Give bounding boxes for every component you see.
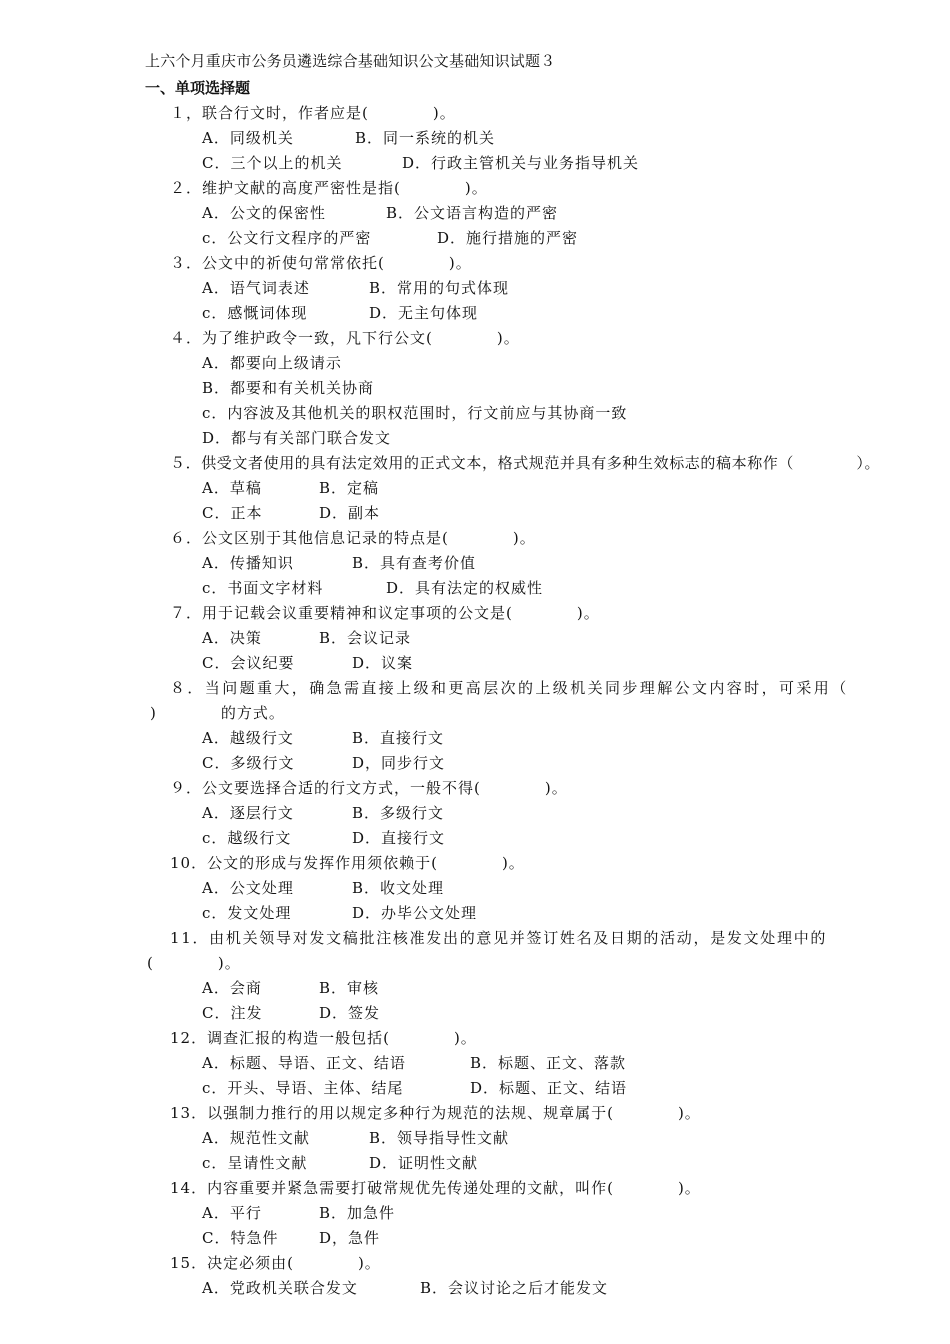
option: D．直接行文 xyxy=(352,829,446,847)
option: c．呈请性文献 xyxy=(202,1154,308,1172)
option: C．特急件 xyxy=(202,1229,279,1247)
question-stem: 10．公文的形成与发挥作用须依赖于( )。 xyxy=(170,854,525,872)
option: D．议案 xyxy=(352,654,414,672)
option: A．同级机关 xyxy=(202,129,294,147)
option: B．收文处理 xyxy=(352,879,445,897)
option: B．都要和有关机关协商 xyxy=(202,379,375,397)
option: D．签发 xyxy=(319,1004,381,1022)
option: D．都与有关部门联合发文 xyxy=(202,429,392,447)
question-stem: ８．当问题重大，确急需直接上级和更高层次的上级机关同步理解公文内容时，可采用（ xyxy=(170,679,849,697)
question-stem: 15．决定必须由( )。 xyxy=(170,1254,381,1272)
option: C．会议纪要 xyxy=(202,654,295,672)
question-stem: 13．以强制力推行的用以规定多种行为规范的法规、规章属于( )。 xyxy=(170,1104,701,1122)
option: c．发文处理 xyxy=(202,904,292,922)
option: C．正本 xyxy=(202,504,263,522)
question-stem-continued: ( )。 xyxy=(147,954,241,972)
option: B．公文语言构造的严密 xyxy=(386,204,559,222)
option: B．多级行文 xyxy=(352,804,445,822)
option: D．办毕公文处理 xyxy=(352,904,478,922)
option: B．领导指导性文献 xyxy=(369,1129,510,1147)
option: A．标题、导语、正文、结语 xyxy=(202,1054,406,1072)
option: c．书面文字材料 xyxy=(202,579,324,597)
question-stem: ６．公文区别于其他信息记录的特点是( )。 xyxy=(170,529,536,547)
option: D．施行措施的严密 xyxy=(437,229,579,247)
option: A．语气词表述 xyxy=(202,279,310,297)
option: A．规范性文献 xyxy=(202,1129,310,1147)
option: A．逐层行文 xyxy=(202,804,294,822)
question-stem: ７．用于记载会议重要精神和议定事项的公文是( )。 xyxy=(170,604,600,622)
option: c．越级行文 xyxy=(202,829,292,847)
option: C．注发 xyxy=(202,1004,263,1022)
option: B．定稿 xyxy=(319,479,380,497)
option: B．标题、正文、落款 xyxy=(470,1054,627,1072)
question-stem: 12．调查汇报的构造一般包括( )。 xyxy=(170,1029,477,1047)
option: D．副本 xyxy=(319,504,381,522)
option: A．公文处理 xyxy=(202,879,294,897)
option: c．公文行文程序的严密 xyxy=(202,229,372,247)
option: D．无主句体现 xyxy=(369,304,479,322)
option: A．越级行文 xyxy=(202,729,294,747)
section-heading: 一、单项选择题 xyxy=(145,79,251,97)
question-stem: ３．公文中的祈使句常常依托( )。 xyxy=(170,254,472,272)
option: A．决策 xyxy=(202,629,262,647)
option: C．多级行文 xyxy=(202,754,295,772)
option: B．审核 xyxy=(319,979,380,997)
option: B．会议记录 xyxy=(319,629,412,647)
question-stem: 14．内容重要并紧急需要打破常规优先传递处理的文献，叫作( )。 xyxy=(170,1179,701,1197)
option: A．党政机关联合发文 xyxy=(202,1279,358,1297)
document-title: 上六个月重庆市公务员遴选综合基础知识公文基础知识试题３ xyxy=(145,52,556,70)
question-stem: ２．维护文献的高度严密性是指( )。 xyxy=(170,179,488,197)
option: D．行政主管机关与业务指导机关 xyxy=(402,154,640,172)
option: D，同步行文 xyxy=(352,754,446,772)
option: A．都要向上级请示 xyxy=(202,354,342,372)
option: B．会议讨论之后才能发文 xyxy=(420,1279,609,1297)
option: A．会商 xyxy=(202,979,262,997)
question-stem: 11．由机关领导对发文稿批注核准发出的意见并签订姓名及日期的活动，是发文处理中的 xyxy=(170,929,828,947)
option: D．具有法定的权威性 xyxy=(386,579,544,597)
option: A．传播知识 xyxy=(202,554,294,572)
option: c．内容波及其他机关的职权范围时，行文前应与其协商一致 xyxy=(202,404,628,422)
option: D．证明性文献 xyxy=(369,1154,479,1172)
option: C．三个以上的机关 xyxy=(202,154,343,172)
option: A．平行 xyxy=(202,1204,262,1222)
question-stem-continued: ) 的方式。 xyxy=(150,704,285,722)
option: A．公文的保密性 xyxy=(202,204,326,222)
option: B．同一系统的机关 xyxy=(355,129,496,147)
option: B．具有查考价值 xyxy=(352,554,477,572)
question-stem: ４．为了维护政令一致，凡下行公文( )。 xyxy=(170,329,520,347)
option: B．常用的句式体现 xyxy=(369,279,510,297)
option: A．草稿 xyxy=(202,479,262,497)
option: D．标题、正文、结语 xyxy=(470,1079,628,1097)
option: c．开头、导语、主体、结尾 xyxy=(202,1079,404,1097)
option: D，急件 xyxy=(319,1229,381,1247)
option: B．加急件 xyxy=(319,1204,396,1222)
question-stem: ５．供受文者使用的具有法定效用的正式文本，格式规范并具有多种生效标志的稿本称作（ ）。 xyxy=(170,454,881,472)
option: B．直接行文 xyxy=(352,729,445,747)
question-stem: ９．公文要选择合适的行文方式，一般不得( )。 xyxy=(170,779,568,797)
question-stem: １，联合行文时，作者应是( )。 xyxy=(170,104,456,122)
option: c．感慨词体现 xyxy=(202,304,308,322)
